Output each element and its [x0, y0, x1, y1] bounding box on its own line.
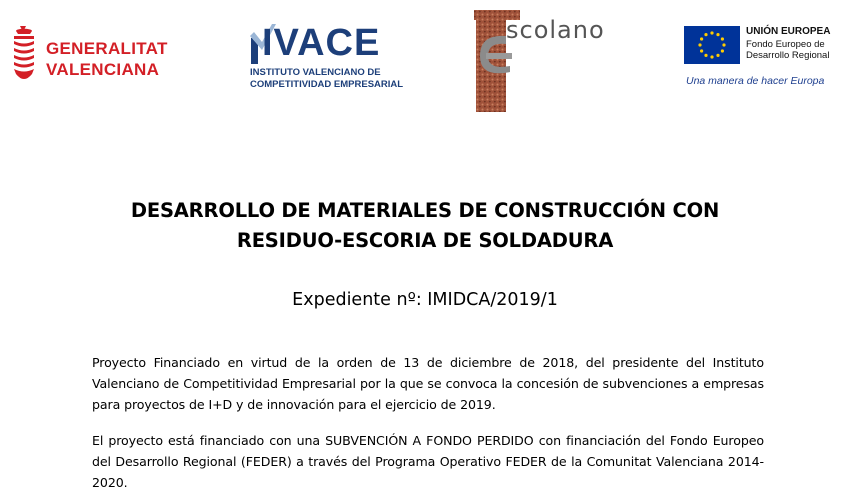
eu-fund-line1: Fondo Europeo de — [746, 39, 825, 50]
eu-fund-name — [746, 39, 829, 61]
generalitat-line1: GENERALITAT — [46, 39, 168, 58]
ivace-subtitle-line2: COMPETITIVIDAD EMPRESARIAL — [250, 79, 404, 90]
expediente-number: Expediente nº: IMIDCA/2019/1 — [292, 290, 558, 310]
title-line-2: RESIDUO-ESCORIA DE SOLDADURA — [236, 229, 614, 252]
funding-paragraph-2: El proyecto está financiado con una SUBVENCIÓN A FONDO PERDIDO con financiación del Fondo Europeo del Desarrollo Regional (FEDER) a través del Programa Operativo FEDER de la Comunitat Valenciana 2014-2020. — [92, 433, 764, 490]
ivace-subtitle — [250, 67, 403, 91]
escolano-wordmark: scolano — [506, 16, 605, 44]
escolano-logo — [466, 8, 646, 113]
eu-title: UNIÓN EUROPEA — [746, 26, 831, 37]
generalitat-line2: VALENCIANA — [46, 60, 160, 79]
ivace-wordmark: IVACE — [262, 22, 381, 64]
eu-flag-icon — [684, 26, 740, 64]
logo-header — [0, 0, 850, 120]
document-title — [0, 196, 850, 256]
ivace-logo — [248, 22, 413, 97]
ivace-subtitle-line1: INSTITUTO VALENCIANO DE — [250, 67, 381, 78]
generalitat-emblem-icon — [10, 24, 38, 86]
title-line-1: DESARROLLO DE MATERIALES DE CONSTRUCCIÓN CON — [130, 199, 720, 222]
eu-tagline: Una manera de hacer Europa — [686, 75, 825, 87]
funding-paragraph-1: Proyecto Financiado en virtud de la orden de 13 de diciembre de 2018, del presidente del Instituto Valenciano de Competitividad Empresarial por la que se convoca la concesión de subvenciones a empresas para proyectos de I+D y de innovación para el ejercicio de 2019. — [92, 355, 764, 412]
eu-feder-logo — [684, 26, 844, 96]
eu-fund-line2: Desarrollo Regional — [746, 50, 830, 61]
generalitat-valenciana-logo — [10, 24, 180, 94]
generalitat-wordmark — [46, 38, 168, 80]
